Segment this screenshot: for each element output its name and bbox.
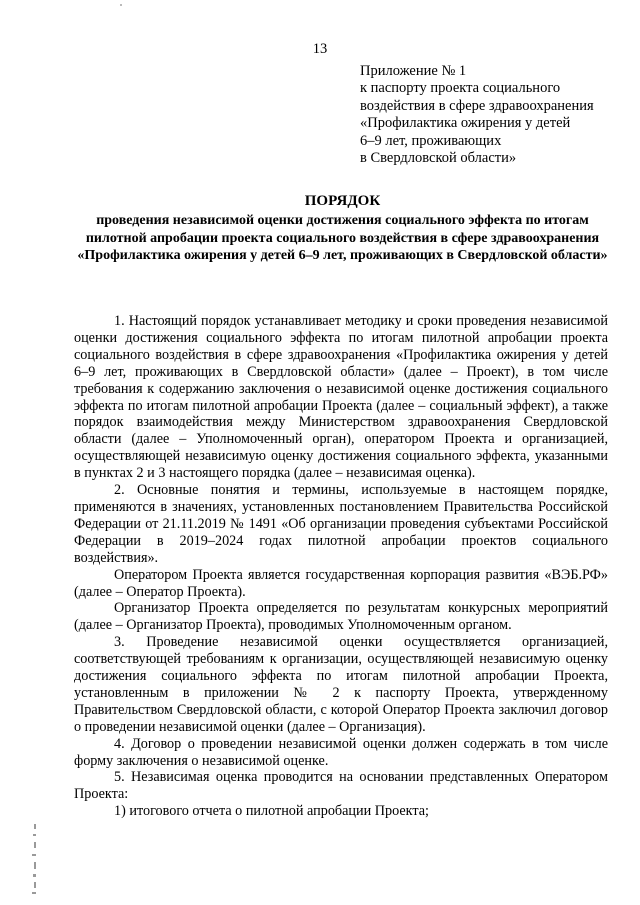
appendix-line: 6–9 лет, проживающих	[360, 132, 502, 149]
title-subtitle: проведения независимой оценки достижения социального эффекта по итогам пилотной апробации проекта социального воздействия в сфере здравоохранения «Профилактика ожирения у детей 6–9 лет, проживающих в Свердловской области»	[77, 213, 608, 263]
appendix-header	[360, 63, 620, 167]
paragraph-5-item-1: 1) итогового отчета о пилотной апробации Проекта;	[114, 803, 429, 820]
document-title	[70, 192, 615, 265]
paragraph-operator: Оператором Проекта является государственная корпорация развития «ВЭБ.РФ» (далее – Оператор Проекта).	[74, 566, 608, 600]
document-body	[74, 313, 608, 820]
page-number: 13	[312, 41, 328, 57]
paragraph-3: 3. Проведение независимой оценки осуществляется организацией, соответствующей требованиям к организации, осуществляющей независимую оценку достижения социального эффекта по итогам пилотной апробации Проекта, установленным в приложении № 2 к паспорту Проекта, утвержденному Правительством Свердловской области, с которой Оператор Проекта заключил договор о проведении независимой оценки (далее – Организация).	[74, 634, 608, 735]
paragraph-organizer: Организатор Проекта определяется по результатам конкурсных мероприятий (далее – Организатор Проекта), проводимых Уполномоченным органом.	[74, 600, 608, 634]
appendix-line: «Профилактика ожирения у детей	[360, 115, 571, 132]
appendix-line: к паспорту проекта социального	[360, 80, 561, 97]
appendix-line: воздействия в сфере здравоохранения	[360, 97, 594, 114]
appendix-line: в Свердловской области»	[360, 150, 517, 167]
paragraph-2: 2. Основные понятия и термины, используемые в настоящем порядке, применяются в значениях, установленных постановлением Правительства Российской Федерации от 21.11.2019 № 1491 «Об организации проведения субъектами Российской Федерации в 2019–2024 годах пилотной апробации проектов социального воздействия».	[74, 482, 608, 566]
title-main: ПОРЯДОК	[304, 193, 381, 209]
appendix-line: Приложение № 1	[360, 63, 467, 79]
scan-artifact	[120, 4, 122, 6]
paragraph-4: 4. Договор о проведении независимой оценки должен содержать в том числе форму заключения о независимой оценке.	[74, 735, 608, 769]
paragraph-5: 5. Независимая оценка проводится на основании представленных Оператором Проекта:	[74, 769, 608, 803]
margin-stamp-mark	[28, 822, 42, 900]
paragraph-1: 1. Настоящий порядок устанавливает методику и сроки проведения независимой оценки достижения социального эффекта по итогам пилотной апробации проекта социального воздействия в сфере здравоохранения «Профилактика ожирения у детей 6–9 лет, проживающих в Свердловской области» (далее – Проект), в том числе требования к содержанию заключения о независимой оценке достижения социального эффекта по итогам пилотной апробации Проекта (далее – социальный эффект), а также порядок взаимодействия между Министерством здравоохранения Свердловской области (далее – Уполномоченный орган), оператором Проекта и организацией, осуществляющей независимую оценку достижения социального эффекта, указанными в пунктах 2 и 3 настоящего порядка (далее – независимая оценка).	[74, 313, 608, 482]
